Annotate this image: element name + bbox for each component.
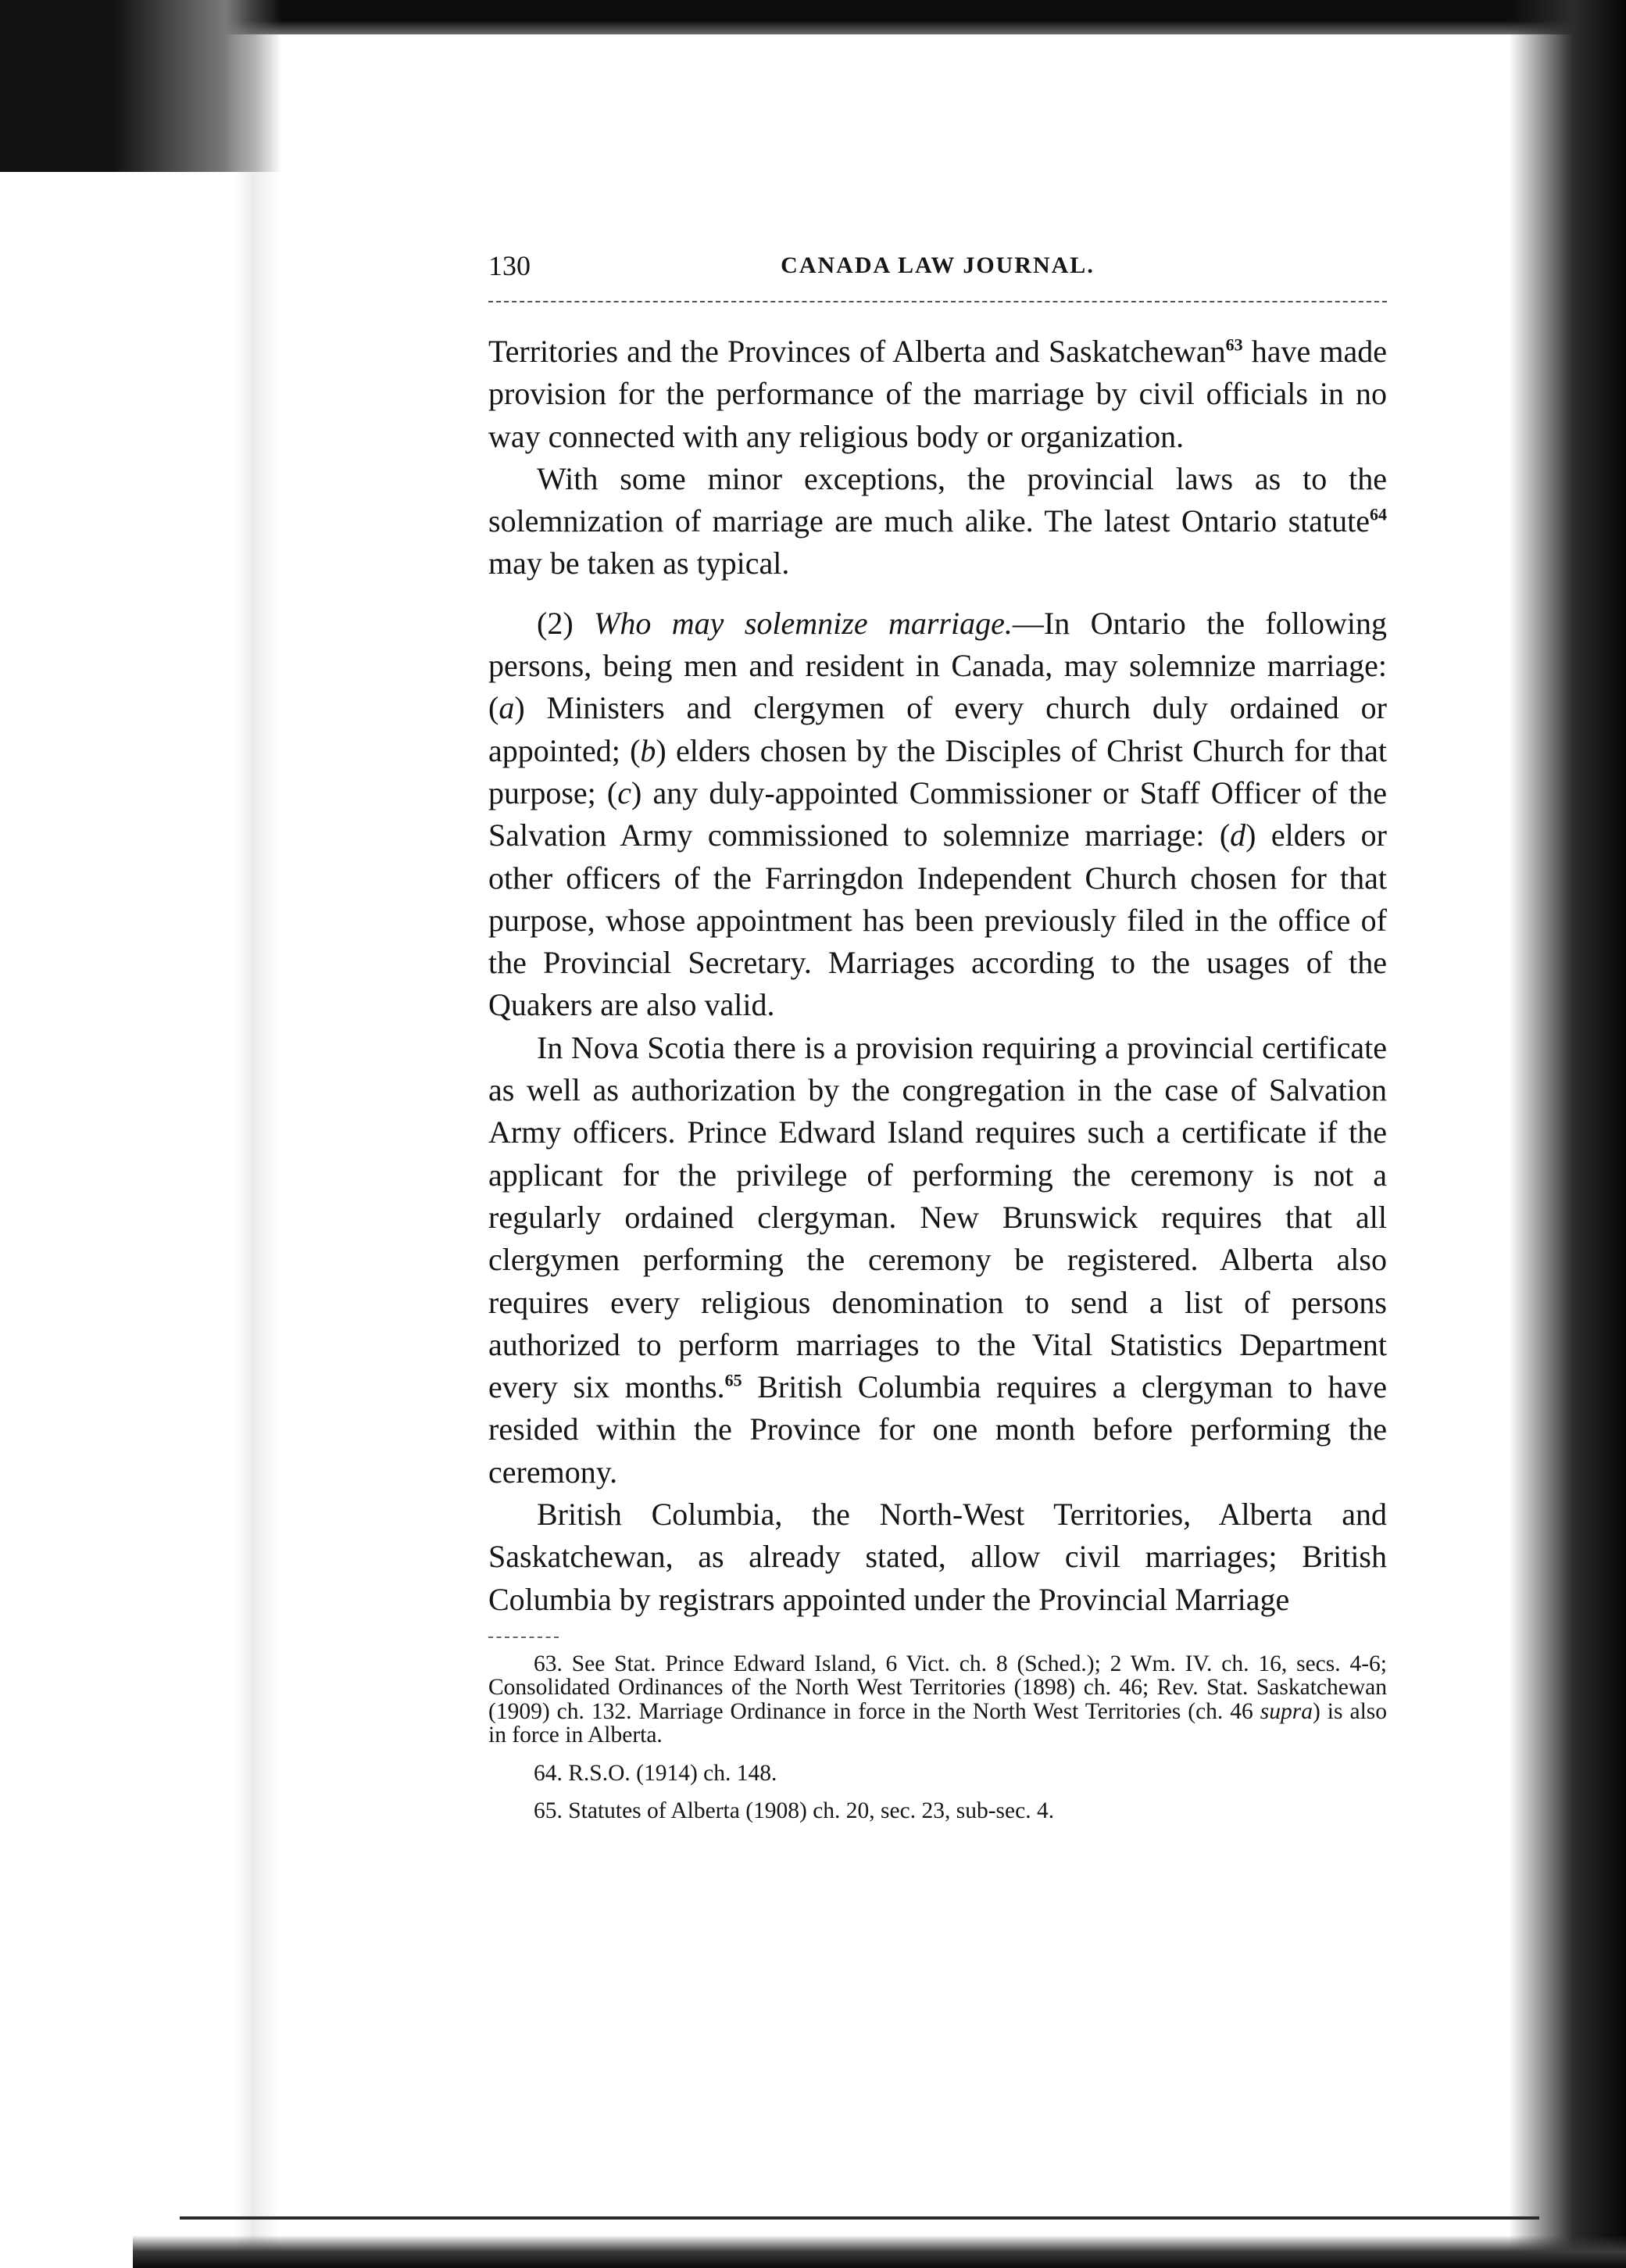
scan-gutter-shadow <box>234 0 281 2268</box>
section-heading: Who may solemnize marriage. <box>594 605 1013 641</box>
paragraph-2: With some minor exceptions, the provincial laws as to the solemnization of marriage are much alike. The latest Ontario statute$^{64}$ may be taken as typical. <box>488 460 1387 581</box>
scan-edge-right <box>1509 0 1626 2268</box>
paragraph-1: Territories and the Provinces of Alberta and Saskatchewan$^{63}$ have made provision for the performance of the marriage by civil officials in no way connected with any religious body or organization. <box>488 334 1387 454</box>
scan-bottom-rule <box>180 2216 1539 2220</box>
footnote-63: 63. See Stat. Prince Edward Island, 6 Vict. ch. 8 (Sched.); 2 Wm. IV. ch. 16, secs. 4-6; Consolidated Ordinances of the North West Territories (1898) ch. 46; Rev. Stat. Saskatchewan (1909) ch. 132. Marriage Ordinance in force in the North West Territories (ch. 46 supra) is also in force in Alberta. <box>488 1651 1387 1748</box>
footnote-ref-63: 63 <box>1225 334 1243 355</box>
footnotes <box>488 1652 1387 1823</box>
header-rule <box>488 301 1387 302</box>
footnote-64: 64. R.S.O. (1914) ch. 148. <box>534 1760 777 1786</box>
footnote-ref-64: 64 <box>1370 504 1387 524</box>
paragraph-5: British Columbia, the North-West Territories, Alberta and Saskatchewan, as already stated, allow civil marriages; British Columbia by registrars appointed under the Provincial Marriage <box>488 1497 1387 1617</box>
paragraph-3: (2) Who may solemnize marriage.—In Ontario the following persons, being men and resident in Canada, may solemnize marriage: (a) Ministers and clergymen of every church duly ordained or appointed; (b) elders chosen by the Disciples of Christ Church for that purpose; (c) any duly-appointed Commissioner or Staff Officer of the Salvation Army commissioned to solemnize marriage: (d) elders or other officers of the Farringdon Independent Church chosen for that purpose, whose appointment has been previously filed in the office of the Provincial Secretary. Marriages according to the usages of the Quakers are also valid. <box>488 605 1388 1023</box>
body-text <box>488 331 1387 1621</box>
footnote-ref-65: 65 <box>724 1370 742 1390</box>
scan-edge-bottom <box>133 2235 1626 2268</box>
document-page <box>488 246 1387 1837</box>
footnote-65: 65. Statutes of Alberta (1908) ch. 20, sec. 23, sub-sec. 4. <box>534 1798 1055 1824</box>
scan-edge-top <box>211 0 1626 34</box>
paragraph-4: In Nova Scotia there is a provision requiring a provincial certificate as well as authorization by the congregation in the case of Salvation Army officers. Prince Edward Island requires such a certificate if the applicant for the privilege of performing the ceremony is not a regularly ordained clergyman. New Brunswick requires that all clergymen performing the ceremony be registered. Alberta also requires every religious denomination to send a list of persons authorized to perform marriages to the Vital Statistics Department every six months.$^{65}$ British Columbia requires a clergyman to have resided within the Province for one month before performing the ceremony. <box>488 1029 1387 1490</box>
page-number: 130 <box>488 250 531 281</box>
footnote-rule <box>488 1637 559 1638</box>
running-title: CANADA LAW JOURNAL. <box>781 252 1095 278</box>
page-header <box>488 246 1387 293</box>
